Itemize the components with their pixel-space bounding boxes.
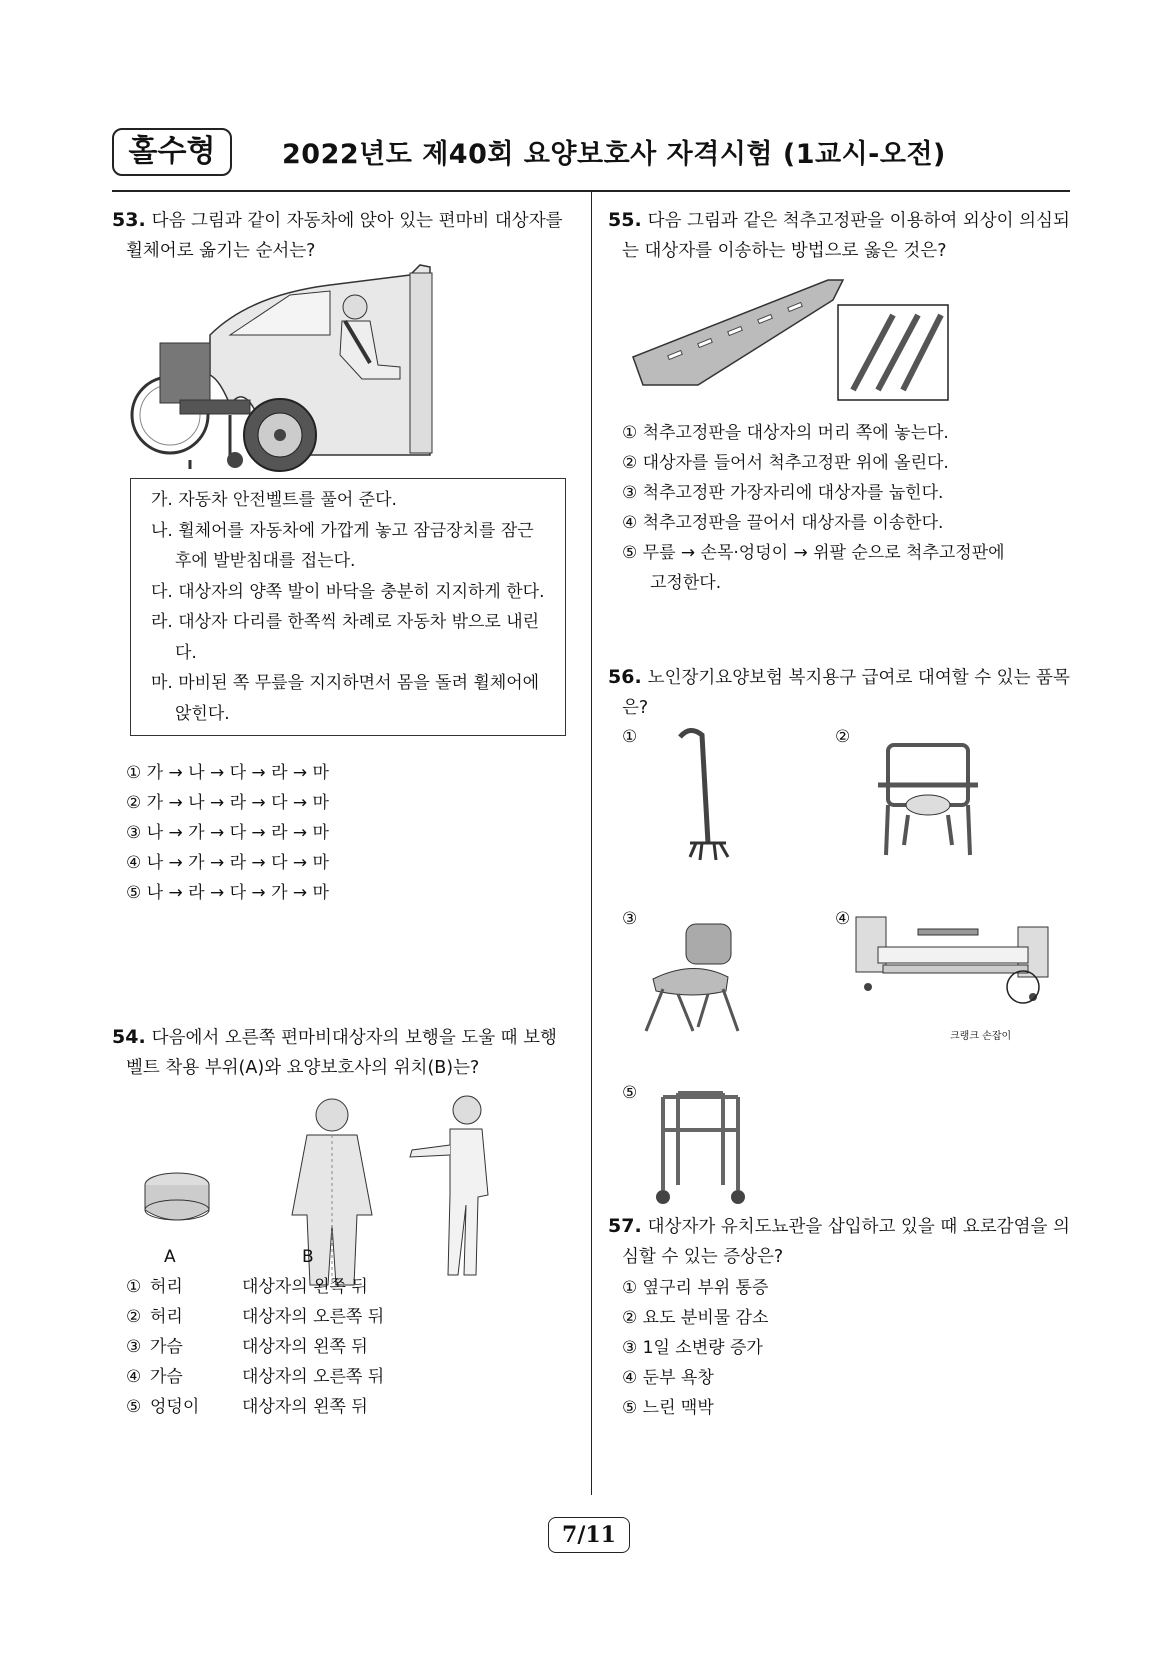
- option-number: ②: [126, 1307, 142, 1327]
- question-number: 53.: [112, 209, 146, 231]
- question-text: 노인장기요양보험 복지용구 급여로 대여할 수 있는 품목은?: [622, 668, 1070, 718]
- walker-icon: [648, 1085, 748, 1210]
- question-55-stem: [608, 205, 1073, 266]
- option[interactable]: ① 가 → 나 → 다 → 라 → 마: [126, 763, 329, 783]
- question-number: 57.: [608, 1215, 642, 1237]
- electric-bed-icon: [848, 907, 1058, 1027]
- crank-handle-label: 크랭크 손잡이: [950, 1031, 1012, 1042]
- question-54: [112, 1022, 567, 1083]
- spine-board-figure: [628, 275, 1008, 405]
- option-continuation: 고정한다.: [650, 573, 722, 593]
- option[interactable]: ② 대상자를 들어서 척추고정판 위에 올린다.: [622, 453, 949, 473]
- option-number: ③: [126, 1337, 142, 1357]
- question-57-stem: [608, 1211, 1073, 1272]
- page-number: 7/11: [548, 1517, 630, 1553]
- exam-title: 2022년도 제40회 요양보호사 자격시험 (1교시-오전): [282, 139, 946, 170]
- option-1-number[interactable]: ①: [622, 727, 638, 747]
- column-divider: [591, 190, 592, 1495]
- question-54-stem: [112, 1022, 567, 1083]
- question-number: 56.: [608, 666, 642, 688]
- option-number: ①: [126, 1277, 142, 1297]
- bath-chair-icon: [638, 919, 748, 1039]
- step-item: 마. 마비된 쪽 무릎을 지지하면서 몸을 돌려 휠체어에 앉힌다.: [151, 673, 540, 724]
- page-header: [112, 128, 1070, 192]
- option-3-number[interactable]: ③: [622, 909, 638, 929]
- option-number: ⑤: [126, 1397, 142, 1417]
- option[interactable]: ③ 1일 소변량 증가: [622, 1338, 763, 1358]
- q53-options: [112, 758, 329, 908]
- option[interactable]: ① 척추고정판을 대상자의 머리 쪽에 놓는다.: [622, 423, 949, 443]
- option[interactable]: ② 가 → 나 → 라 → 다 → 마: [126, 793, 329, 813]
- option-5-number[interactable]: ⑤: [622, 1083, 638, 1103]
- quad-cane-icon: [668, 725, 758, 865]
- option[interactable]: ⑤ 무릎 → 손목·엉덩이 → 위팔 순으로 척추고정판에: [622, 543, 1005, 563]
- option-a: 엉덩이: [150, 1397, 200, 1417]
- q55-options: [608, 418, 1005, 598]
- option[interactable]: [112, 1332, 552, 1362]
- option-a: 가슴: [150, 1367, 183, 1387]
- option-b: 대상자의 왼쪽 뒤: [242, 1397, 368, 1417]
- option[interactable]: ③ 척추고정판 가장자리에 대상자를 눕힌다.: [622, 483, 944, 503]
- option-a: 허리: [150, 1277, 183, 1297]
- option[interactable]: ③ 나 → 가 → 다 → 라 → 마: [126, 823, 329, 843]
- question-number: 55.: [608, 209, 642, 231]
- option[interactable]: [112, 1392, 552, 1422]
- question-56-stem: [608, 662, 1073, 723]
- step-item: 다. 대상자의 양쪽 발이 바닥을 충분히 지지하게 한다.: [151, 581, 545, 602]
- option[interactable]: ⑤ 느린 맥박: [622, 1398, 714, 1418]
- option-b: 대상자의 오른쪽 뒤: [242, 1367, 385, 1387]
- option-b: 대상자의 오른쪽 뒤: [242, 1307, 385, 1327]
- question-text: 다음 그림과 같은 척추고정판을 이용하여 외상이 의심되는 대상자를 이송하는 방법으로 옳은 것은?: [622, 211, 1070, 261]
- question-text: 대상자가 유치도뇨관을 삽입하고 있을 때 요로감염을 의심할 수 있는 증상은?: [622, 1217, 1070, 1267]
- question-number: 54.: [112, 1026, 146, 1048]
- option[interactable]: ① 옆구리 부위 통증: [622, 1278, 769, 1298]
- option-b: 대상자의 왼쪽 뒤: [242, 1277, 368, 1297]
- question-57: [608, 1211, 1073, 1272]
- option-b: 대상자의 왼쪽 뒤: [242, 1337, 368, 1357]
- q54-options: [112, 1242, 552, 1422]
- option[interactable]: ⑤ 나 → 라 → 다 → 가 → 마: [126, 883, 329, 903]
- column-a-header: A: [164, 1247, 176, 1267]
- option[interactable]: ④ 둔부 욕창: [622, 1368, 714, 1388]
- column-b-header: B: [302, 1247, 314, 1267]
- question-56: [608, 662, 1073, 723]
- option-4-number[interactable]: ④: [835, 909, 851, 929]
- question-text: 다음에서 오른쪽 편마비대상자의 보행을 도울 때 보행벨트 착용 부위(A)와 요양보호사의 위치(B)는?: [126, 1028, 557, 1078]
- option[interactable]: ② 요도 분비물 감소: [622, 1308, 769, 1328]
- option-number: ④: [126, 1367, 142, 1387]
- option[interactable]: [112, 1302, 552, 1332]
- q53-steps-box: [130, 478, 566, 736]
- column-header-row: [112, 1242, 552, 1272]
- form-type-badge: 홀수형: [112, 128, 232, 176]
- option[interactable]: ④ 나 → 가 → 라 → 다 → 마: [126, 853, 329, 873]
- step-item: 나. 휠체어를 자동차에 가깝게 놓고 잠금장치를 잠근 후에 발받침대를 접는다.: [151, 520, 534, 571]
- option[interactable]: [112, 1362, 552, 1392]
- q57-options: [608, 1273, 768, 1423]
- option[interactable]: ④ 척추고정판을 끌어서 대상자를 이송한다.: [622, 513, 944, 533]
- question-55: [608, 205, 1073, 266]
- step-item: 가. 자동차 안전벨트를 풀어 준다.: [151, 490, 397, 510]
- option-2-number[interactable]: ②: [835, 727, 851, 747]
- commode-chair-icon: [868, 735, 998, 860]
- car-wheelchair-figure: [130, 255, 510, 473]
- option[interactable]: [112, 1272, 552, 1302]
- question-text: 다음 그림과 같이 자동차에 앉아 있는 편마비 대상자를 휠체어로 옮기는 순서는?: [126, 211, 563, 261]
- step-item: 라. 대상자 다리를 한쪽씩 차례로 자동차 밖으로 내린다.: [151, 612, 540, 663]
- option-a: 가슴: [150, 1337, 183, 1357]
- option-a: 허리: [150, 1307, 183, 1327]
